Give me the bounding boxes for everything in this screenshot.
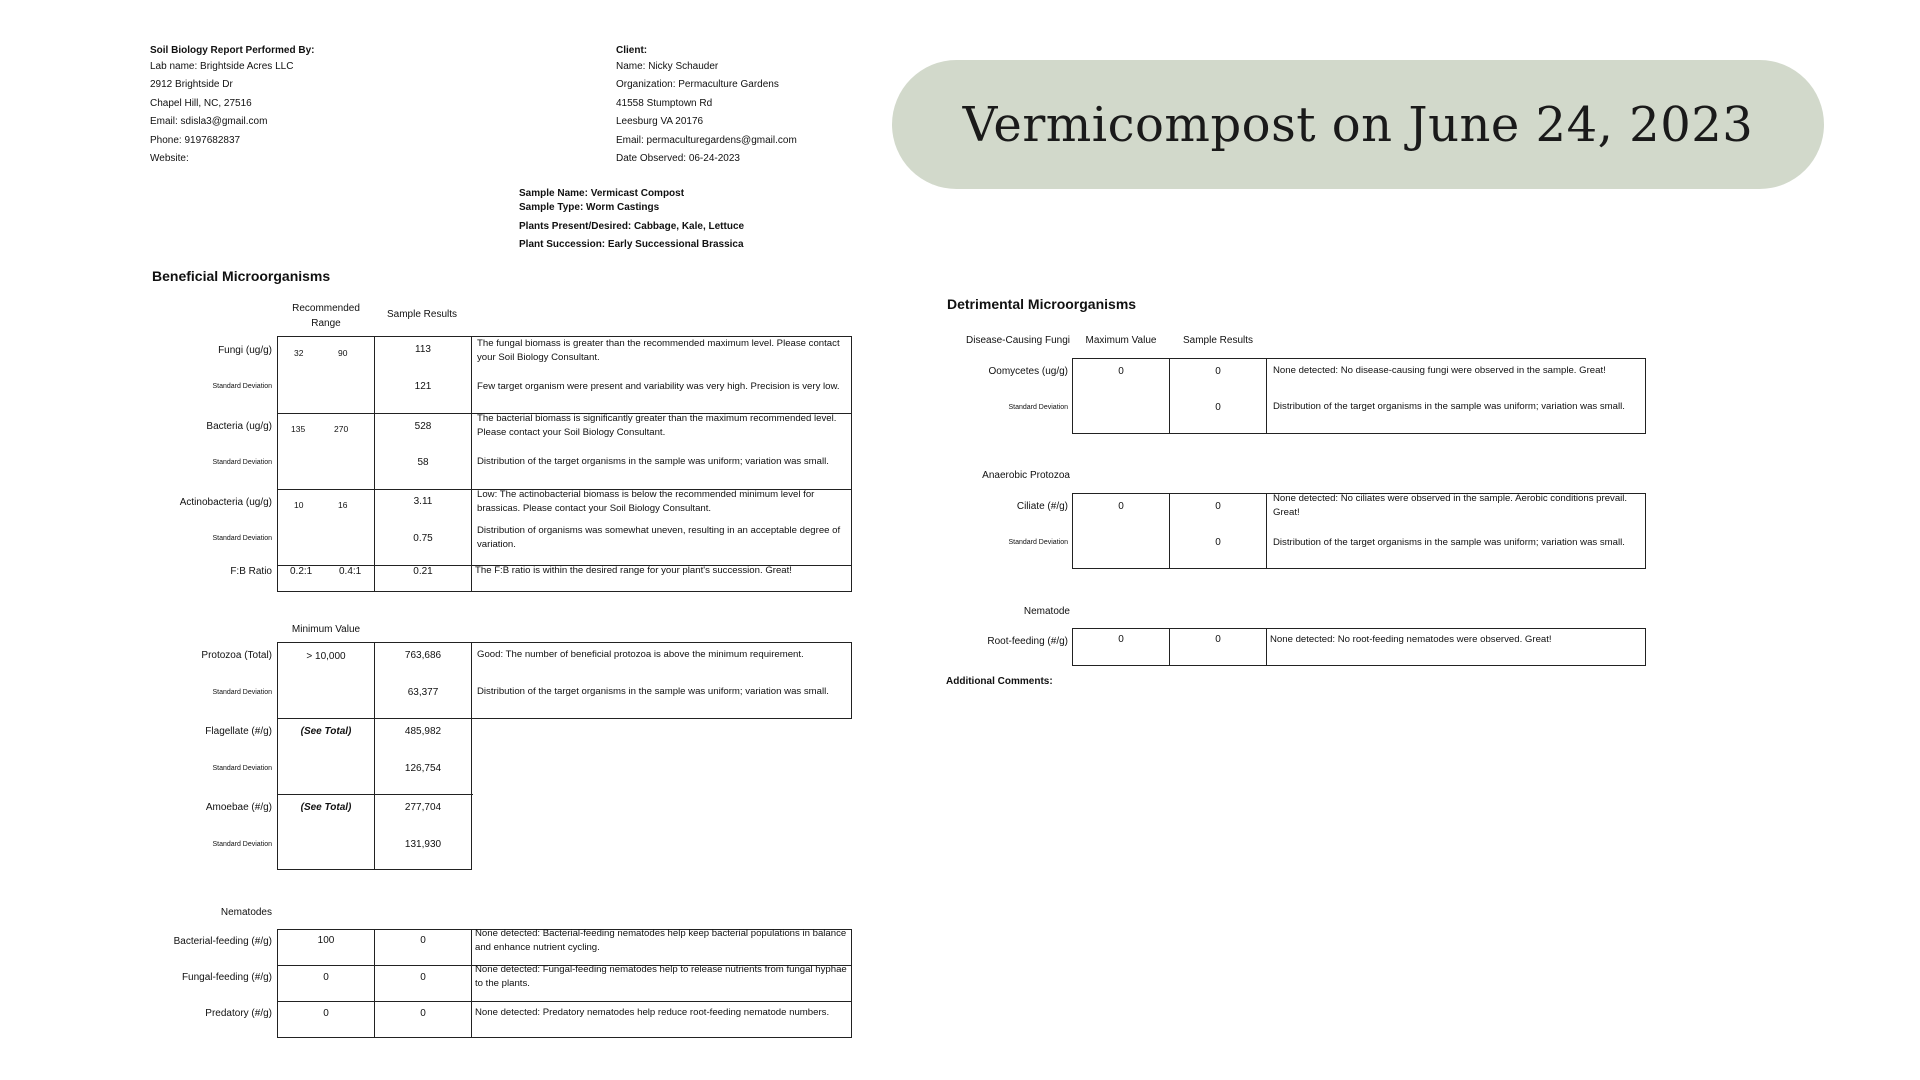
performer-heading: Soil Biology Report Performed By:: [150, 45, 315, 56]
protozoa-results-column: [374, 642, 472, 870]
protozoa-min: > 10,000: [306, 651, 346, 662]
fb-label: F:B Ratio: [230, 566, 272, 577]
fungi-sd-label: Standard Deviation: [212, 383, 272, 390]
fb-min: 0.2:1: [290, 566, 313, 577]
fungi-sd: 121: [414, 381, 432, 392]
ciliate-value: 0: [1215, 501, 1221, 512]
oomycetes-sd-label: Standard Deviation: [1008, 404, 1068, 411]
protozoa-sd: 63,377: [407, 687, 439, 698]
client-block: [616, 42, 797, 169]
client-line: Name: Nicky Schauder: [616, 60, 719, 72]
actino-value: 3.11: [413, 496, 433, 507]
sample-plants: Plants Present/Desired: Cabbage, Kale, Lettuce: [519, 221, 745, 232]
flagellate-min: (See Total): [300, 726, 352, 737]
fung-feeding-label: Fungal-feeding (#/g): [181, 972, 272, 983]
fung-feeding-min: 0: [323, 972, 329, 983]
performer-line: 2912 Brightside Dr: [150, 79, 233, 90]
protozoa-label: Protozoa (Total): [201, 650, 272, 661]
min-column: [277, 642, 375, 870]
bacteria-comment: The bacterial biomass is significantly greater than the maximum recommended level. Please contact your Soil Biology Consultant.: [477, 413, 837, 438]
col-maximum-value: Maximum Value: [1085, 335, 1157, 346]
predatory-value: 0: [420, 1008, 426, 1019]
bact-feeding-value: 0: [420, 935, 426, 946]
actino-sd: 0.75: [413, 533, 433, 544]
flagellate-value: 485,982: [404, 726, 442, 737]
flagellate-label: Flagellate (#/g): [205, 726, 272, 737]
performer-line: Website:: [150, 153, 189, 164]
detrimental-title: Detrimental Microorganisms: [947, 296, 1137, 312]
anaerobic-protozoa-heading: Anaerobic Protozoa: [982, 470, 1070, 481]
oomycetes-sd: 0: [1215, 402, 1221, 413]
root-feeding-comment: None detected: No root-feeding nematodes were observed. Great!: [1270, 634, 1552, 645]
ciliate-label: Ciliate (#/g): [1016, 501, 1068, 512]
actino-comment: Low: The actinobacterial biomass is below the recommended minimum level for brassicas. Please contact your Soil Biology Consultant.: [477, 489, 815, 514]
range-column: [277, 336, 375, 592]
amoebae-label: Amoebae (#/g): [205, 802, 272, 813]
flagellate-sd-label: Standard Deviation: [212, 765, 272, 772]
protozoa-value: 763,686: [404, 650, 442, 661]
fungi-max: 90: [338, 348, 348, 358]
amoebae-min: (See Total): [300, 802, 352, 813]
actino-max: 16: [338, 500, 348, 510]
ciliate-sd: 0: [1215, 537, 1221, 548]
bact-feeding-min: 100: [317, 935, 335, 946]
root-feeding-label: Root-feeding (#/g): [987, 636, 1068, 647]
amoebae-sd: 131,930: [404, 839, 442, 850]
client-line: Date Observed: 06-24-2023: [616, 153, 740, 164]
bacteria-value: 528: [414, 421, 432, 432]
amoebae-sd-label: Standard Deviation: [212, 841, 272, 848]
oomycetes-max: 0: [1118, 366, 1124, 377]
bact-feeding-label: Bacterial-feeding (#/g): [173, 936, 272, 947]
predatory-min: 0: [323, 1008, 329, 1019]
performer-line: Lab name: Brightside Acres LLC: [150, 60, 294, 72]
sample-type: Sample Type: Worm Castings: [519, 202, 660, 213]
bact-feeding-comment: None detected: Bacterial-feeding nematodes help keep bacterial populations in balance and enhance nutrient cycling.: [475, 928, 847, 953]
actino-min: 10: [294, 500, 304, 510]
fungi-comment: The fungal biomass is greater than the recommended maximum level. Please contact your Soil Biology Consultant.: [477, 338, 840, 363]
fb-comment: The F:B ratio is within the desired range for your plant's succession. Great!: [475, 565, 792, 576]
protozoa-comment: Good: The number of beneficial protozoa is above the minimum requirement.: [477, 649, 804, 660]
client-line: Leesburg VA 20176: [616, 116, 704, 127]
fungi-min: 32: [294, 348, 304, 358]
client-line: 41558 Stumptown Rd: [616, 97, 713, 109]
col-minimum-value: Minimum Value: [291, 624, 361, 635]
fungi-sd-comment: Few target organism were present and variability was very high. Precision is very low.: [477, 381, 840, 392]
client-line: Organization: Permaculture Gardens: [616, 79, 779, 90]
predatory-comment: None detected: Predatory nematodes help reduce root-feeding nematode numbers.: [475, 1007, 830, 1018]
performer-block: [150, 42, 314, 169]
fung-feeding-comment: None detected: Fungal-feeding nematodes help to release nutrients from fungal hyphae to the plants.: [475, 964, 847, 989]
bacteria-max: 270: [334, 424, 349, 434]
row-divider: [277, 1001, 852, 1002]
additional-comments: Additional Comments:: [946, 676, 1053, 687]
bacteria-min: 135: [291, 424, 306, 434]
nematodes-heading: Nematodes: [220, 907, 272, 918]
protozoa-sd-comment: Distribution of the target organisms in the sample was uniform; variation was small.: [477, 686, 829, 697]
amoebae-value: 277,704: [404, 802, 442, 813]
bacteria-label: Bacteria (ug/g): [206, 421, 272, 432]
report-title: Vermicompost on June 24, 2023: [962, 96, 1754, 153]
oomycetes-label: Oomycetes (ug/g): [988, 366, 1068, 377]
root-feeding-max: 0: [1118, 634, 1124, 645]
client-heading: Client:: [616, 45, 648, 56]
col-recommended-range: [280, 301, 372, 331]
ciliate-comment: None detected: No ciliates were observed in the sample. Aerobic conditions prevail. Great!: [1273, 493, 1628, 518]
fungi-value: 113: [415, 344, 431, 355]
oomycetes-comment: None detected: No disease-causing fungi were observed in the sample. Great!: [1273, 365, 1606, 376]
col-range-line1: Recommended: [292, 303, 360, 314]
col-range-line2: Range: [311, 318, 341, 329]
col-disease-fungi: Disease-Causing Fungi: [966, 335, 1070, 346]
client-line: Email: permaculturegardens@gmail.com: [616, 134, 797, 146]
sample-succession: Plant Succession: Early Successional Brassica: [519, 239, 744, 250]
bacteria-sd-comment: Distribution of the target organisms in the sample was uniform; variation was small.: [477, 456, 829, 467]
col-det-sample-results: Sample Results: [1182, 335, 1254, 346]
performer-line: Chapel Hill, NC, 27516: [150, 97, 252, 109]
protozoa-sd-label: Standard Deviation: [212, 689, 272, 696]
report-title-banner: [892, 60, 1824, 189]
flagellate-sd: 126,754: [404, 763, 442, 774]
performer-line: Phone: 9197682837: [150, 134, 241, 146]
det-nematode-heading: Nematode: [1023, 606, 1070, 617]
fb-value: 0.21: [413, 566, 433, 577]
actino-label: Actinobacteria (ug/g): [179, 497, 272, 508]
performer-line: Email: sdisla3@gmail.com: [150, 116, 268, 127]
actino-sd-label: Standard Deviation: [212, 535, 272, 542]
actino-sd-comment: Distribution of organisms was somewhat uneven, resulting in an acceptable degree of variation.: [477, 525, 841, 550]
fungi-label: Fungi (ug/g): [218, 345, 272, 356]
oomycetes-value: 0: [1215, 366, 1221, 377]
ciliate-max: 0: [1118, 501, 1124, 512]
ciliate-sd-label: Standard Deviation: [1008, 539, 1068, 546]
root-feeding-value: 0: [1215, 634, 1221, 645]
sample-name: Sample Name: Vermicast Compost: [519, 188, 685, 199]
beneficial-title: Beneficial Microorganisms: [152, 268, 331, 284]
ciliate-sd-comment: Distribution of the target organisms in the sample was uniform; variation was small.: [1273, 537, 1625, 548]
bacteria-sd-label: Standard Deviation: [212, 459, 272, 466]
fung-feeding-value: 0: [420, 972, 426, 983]
oomycetes-sd-comment: Distribution of the target organisms in the sample was uniform; variation was small.: [1273, 401, 1625, 412]
row-divider: [277, 718, 473, 719]
bacteria-sd: 58: [417, 457, 429, 468]
predatory-label: Predatory (#/g): [205, 1008, 272, 1019]
col-sample-results: Sample Results: [386, 309, 458, 320]
fb-max: 0.4:1: [339, 566, 362, 577]
row-divider: [277, 794, 473, 795]
